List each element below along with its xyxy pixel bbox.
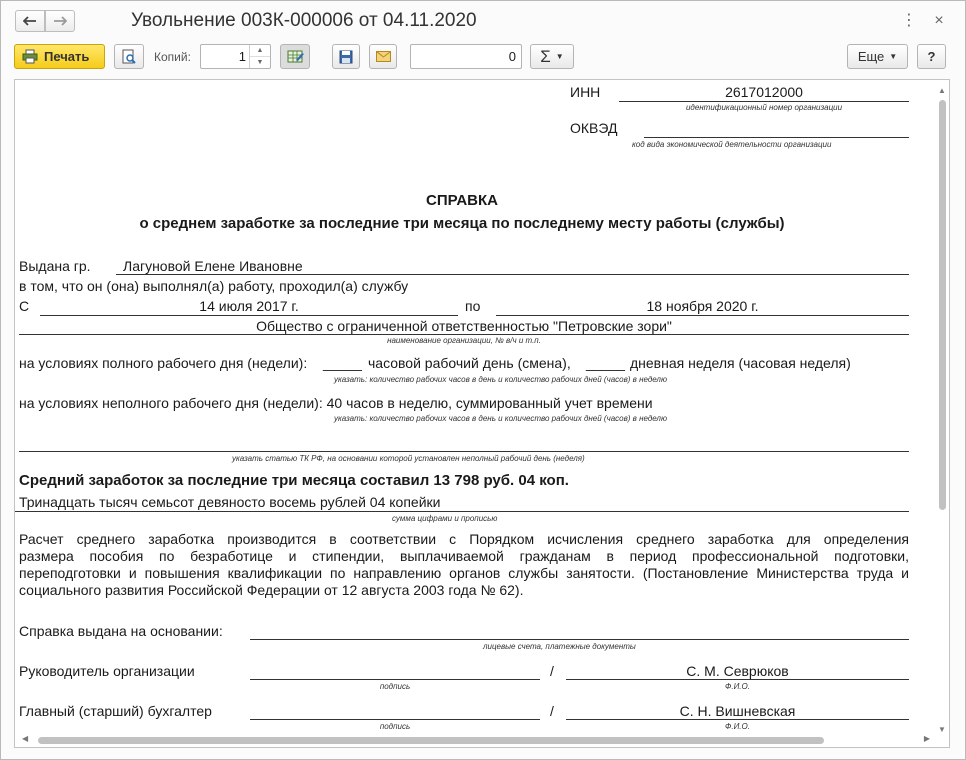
inn-value: 2617012000 <box>725 84 803 100</box>
director-name: С. М. Севрюков <box>686 663 789 679</box>
worked-text: в том, что он (она) выполнял(а) работу, проходил(а) службу <box>19 278 409 294</box>
inn-underline <box>619 101 909 102</box>
fulltime-hours-blank: _____ <box>323 355 362 371</box>
arrow-left-icon <box>23 16 37 26</box>
copies-stepper[interactable] <box>249 45 270 68</box>
chevron-down-icon: ▼ <box>889 52 898 61</box>
accountant-fio-caption: Ф.И.О. <box>725 722 750 731</box>
accountant-signature-line <box>250 719 540 720</box>
stepper-down-icon[interactable]: ▼ <box>256 59 264 66</box>
chevron-down-icon: ▼ <box>555 52 564 61</box>
director-name-underline <box>566 679 909 680</box>
window-title: Увольнение 003К-000006 от 04.11.2020 <box>131 10 477 31</box>
vertical-scroll-thumb[interactable] <box>939 100 946 510</box>
parttime-text: на условиях неполного рабочего дня (недели): 40 часов в неделю, суммированный учет времени <box>19 395 653 411</box>
basis-underline <box>250 639 909 640</box>
document-subtitle: о среднем заработке за последние три месяца по последнему месту работы (службы) <box>139 215 785 232</box>
organization-underline <box>19 334 909 335</box>
print-button[interactable] <box>14 44 105 69</box>
sigma-icon: Σ <box>540 46 551 66</box>
from-date: 14 июля 2017 г. <box>199 298 299 314</box>
copies-value: 1 <box>238 49 246 64</box>
scroll-left-icon[interactable]: ◀ <box>22 734 29 743</box>
from-label: С <box>19 298 30 314</box>
calc-paragraph-line-2: размера пособия по безработице и стипендии, выплачиваемой гражданам в период профессиональной подготовки, <box>19 548 909 564</box>
preview-magnifier-icon <box>122 49 137 65</box>
accountant-name: С. Н. Вишневская <box>679 703 796 719</box>
more-button[interactable] <box>847 44 908 69</box>
copies-label: Копий: <box>154 50 191 64</box>
director-slash: / <box>550 663 554 679</box>
send-email-button[interactable] <box>369 44 397 69</box>
issued-underline <box>116 274 909 275</box>
average-earnings-caption: сумма цифрами и прописью <box>392 514 498 523</box>
printer-icon <box>22 49 38 64</box>
calc-paragraph-line-1: Расчет среднего заработка производится в соответствии с Порядком исчисления среднего заработка для определения <box>19 531 909 547</box>
organization-name: Общество с ограниченной ответственностью "Петровские зори" <box>256 318 672 334</box>
vertical-scrollbar[interactable] <box>937 86 947 734</box>
more-menu-icon[interactable]: ⋮ <box>901 12 917 29</box>
okved-underline <box>644 137 909 138</box>
preview-button[interactable] <box>114 44 144 69</box>
sum-value: 0 <box>508 49 516 64</box>
accountant-signature-caption: подпись <box>379 722 411 731</box>
title-bar <box>1 1 965 41</box>
inn-label: ИНН <box>570 84 601 100</box>
organization-caption: наименование организации, № в/ч и т.п. <box>387 336 541 345</box>
to-date: 18 ноября 2020 г. <box>646 298 759 314</box>
fulltime-caption: указать: количество рабочих часов в день и количество рабочих дней (часов) в неделю <box>334 375 667 384</box>
document-area[interactable] <box>14 79 950 748</box>
accountant-name-underline <box>566 719 909 720</box>
fulltime-end-text: дневная неделя (часовая неделя) <box>630 355 851 371</box>
edit-table-icon <box>287 49 304 64</box>
envelope-icon <box>376 51 391 62</box>
scroll-up-icon[interactable]: ▲ <box>938 86 946 95</box>
from-underline <box>40 315 458 316</box>
director-label: Руководитель организации <box>19 663 195 679</box>
basis-caption: лицевые счета, платежные документы <box>483 642 636 651</box>
scroll-down-icon[interactable]: ▼ <box>938 725 946 734</box>
help-button[interactable]: ? <box>917 44 946 69</box>
calc-paragraph-line-4: социального развития Российской Федерации от 12 августа 2003 года № 62). <box>19 582 524 598</box>
issued-label: Выдана гр. <box>19 258 91 274</box>
scroll-right-icon[interactable]: ▶ <box>923 734 930 743</box>
back-button[interactable] <box>15 10 45 32</box>
director-fio-caption: Ф.И.О. <box>725 682 750 691</box>
edit-mode-button[interactable] <box>280 44 310 69</box>
basis-label: Справка выдана на основании: <box>19 623 223 639</box>
to-label: по <box>465 298 481 314</box>
okved-label: ОКВЭД <box>570 120 618 136</box>
copies-input[interactable] <box>200 44 271 69</box>
print-label: Печать <box>44 49 90 64</box>
fulltime-mid-text: часовой рабочий день (смена), <box>368 355 571 371</box>
parttime-caption: указать: количество рабочих часов в день и количество рабочих дней (часов) в неделю <box>334 414 667 423</box>
article-underline <box>19 451 909 452</box>
accountant-slash: / <box>550 703 554 719</box>
toolbar <box>1 41 965 75</box>
arrow-right-icon <box>53 16 67 26</box>
fulltime-days-blank: _____ <box>586 355 625 371</box>
floppy-disk-icon <box>339 50 353 64</box>
director-signature-caption: подпись <box>379 682 411 691</box>
horizontal-scrollbar[interactable] <box>20 735 932 745</box>
close-icon[interactable]: × <box>934 12 944 29</box>
forward-button[interactable] <box>45 10 75 32</box>
more-label: Еще <box>857 49 885 64</box>
calc-paragraph-line-3: переподготовки и повышения квалификации по направлению органов службы занятости. (Постановление Министерства труда и <box>19 565 909 581</box>
accountant-label: Главный (старший) бухгалтер <box>19 703 212 719</box>
director-signature-line <box>250 679 540 680</box>
stepper-up-icon[interactable]: ▲ <box>250 45 270 57</box>
average-earnings-underline <box>15 511 909 512</box>
fulltime-label: на условиях полного рабочего дня (недели): <box>19 355 308 371</box>
okved-caption: код вида экономической деятельности организации <box>632 140 832 149</box>
inn-caption: идентификационный номер организации <box>685 103 843 112</box>
average-earnings: Средний заработок за последние три месяца составил 13 798 руб. 04 коп. <box>19 472 569 489</box>
save-button[interactable] <box>332 44 360 69</box>
sum-mode-button[interactable] <box>530 44 574 69</box>
article-caption: указать статью ТК РФ, на основании которой установлен неполный рабочий день (неделя) <box>232 454 585 463</box>
sum-field[interactable] <box>410 44 522 69</box>
document-title: СПРАВКА <box>426 192 498 209</box>
to-underline <box>496 315 909 316</box>
average-earnings-words: Тринадцать тысяч семьсот девяносто восемь рублей 04 копейки <box>19 494 441 510</box>
issued-name: Лагуновой Елене Ивановне <box>123 258 303 274</box>
horizontal-scroll-thumb[interactable] <box>38 737 824 744</box>
